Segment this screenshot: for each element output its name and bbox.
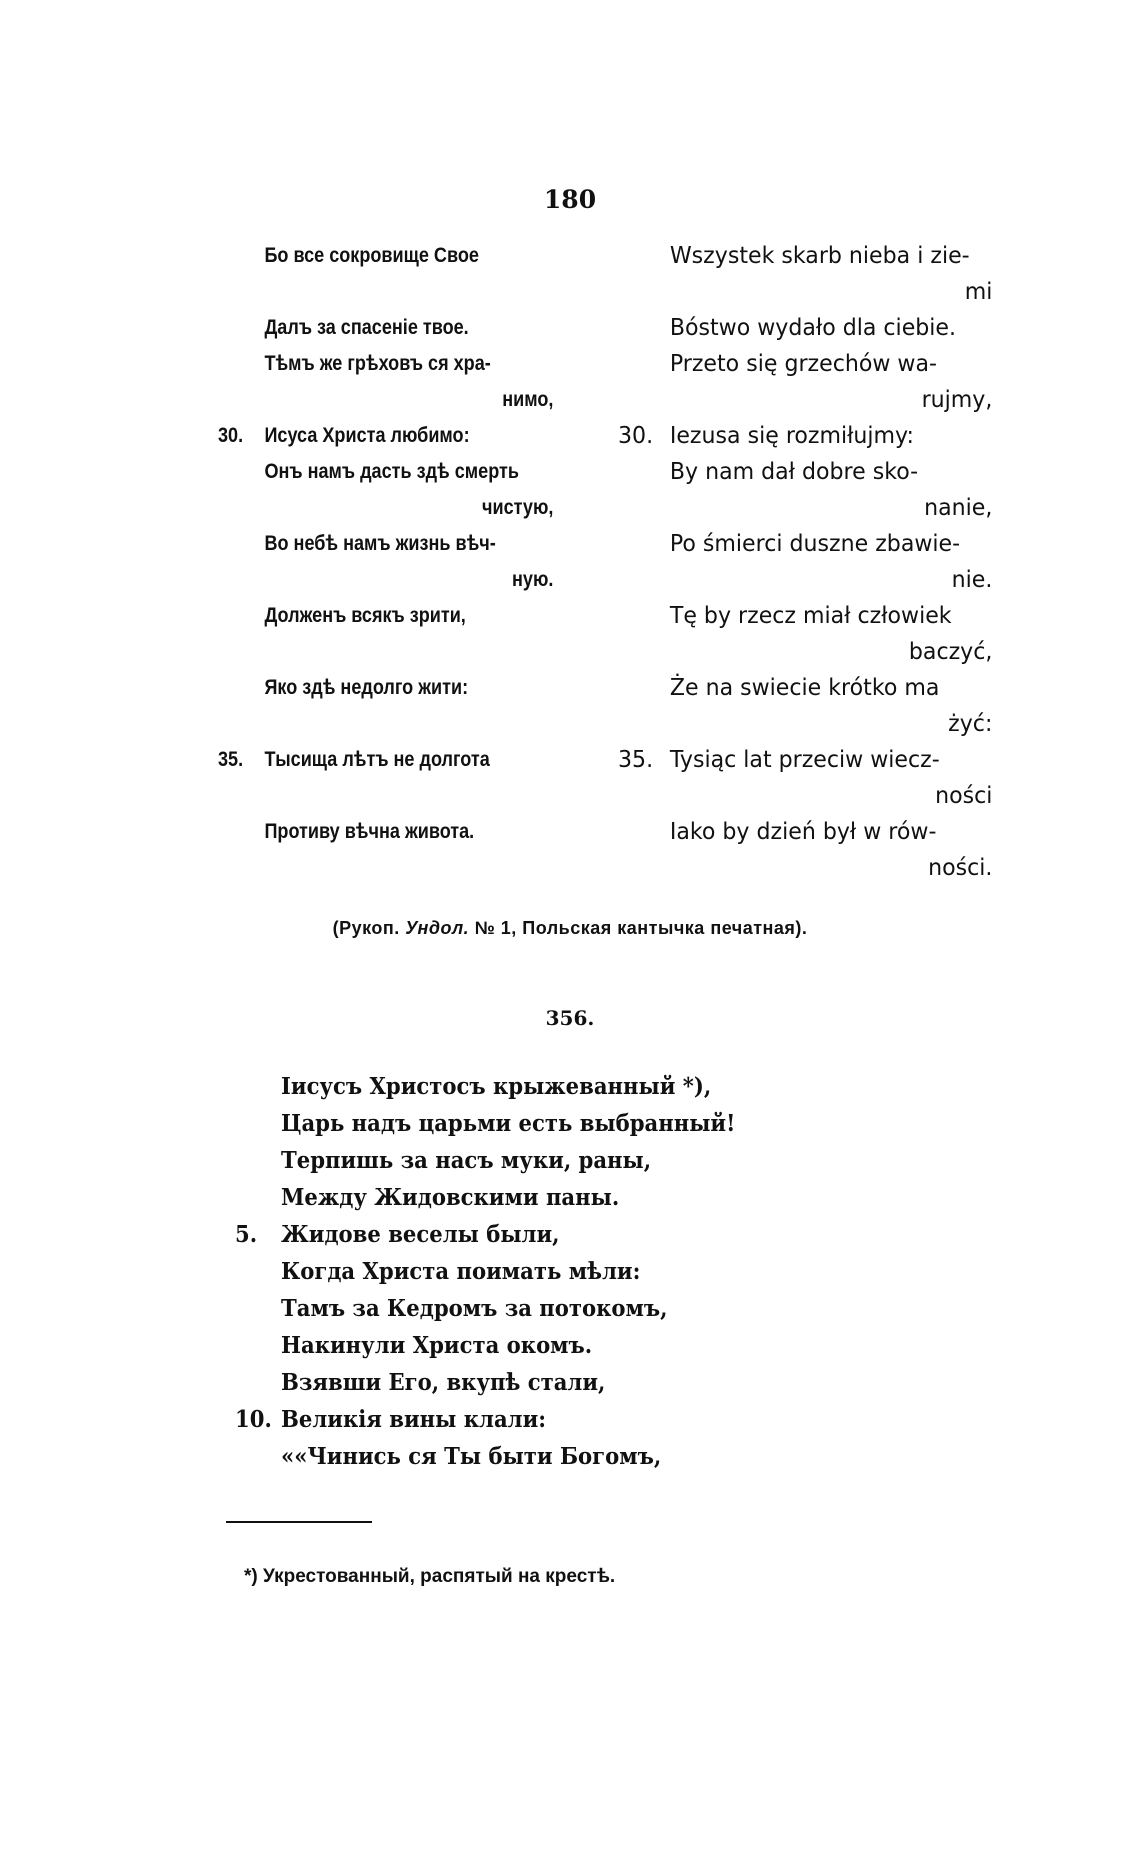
pl-line: [618, 274, 992, 310]
line-continuation: żyć:: [948, 711, 993, 737]
ru-line: [218, 742, 553, 778]
pl-line: [618, 454, 992, 490]
line-continuation: baczyć,: [908, 639, 993, 665]
pl-line: [618, 382, 992, 418]
line-text: Онъ намъ дасть здѣ смерть: [264, 460, 519, 483]
line-text: Исуса Христа любимо:: [264, 424, 470, 447]
line-text: Терпишь за насъ муки, раны,: [281, 1147, 652, 1174]
line-text: Далъ за спасеніе твое.: [264, 316, 469, 339]
line-continuation: rujmy,: [921, 387, 993, 413]
poem: [235, 1068, 735, 1475]
poem-line: [235, 1179, 735, 1216]
line-text: Великія вины клали:: [281, 1406, 547, 1433]
pl-line: [618, 562, 992, 598]
ru-line: [218, 778, 553, 814]
line-continuation: нимо,: [502, 388, 554, 411]
line-number: 35.: [618, 747, 654, 773]
line-text: Между Жидовскими паны.: [281, 1184, 620, 1211]
poem-line: [235, 1068, 735, 1105]
source-prefix: (Рукоп.: [332, 918, 406, 938]
line-text: Тамъ за Кедромъ за потокомъ,: [281, 1295, 668, 1322]
line-continuation: mi: [964, 279, 993, 305]
line-continuation: ności.: [928, 855, 993, 881]
pl-line: [618, 526, 992, 562]
line-text: Tę by rzecz miał człowiek: [669, 603, 952, 629]
poem-line: [235, 1290, 735, 1327]
source-italic: Ундол.: [405, 918, 470, 938]
pl-line: [618, 634, 992, 670]
line-text: Долженъ всякъ зрити,: [264, 604, 466, 627]
poem-line: [235, 1364, 735, 1401]
line-text: Przeto się grzechów wa-: [669, 351, 937, 377]
ru-line: [218, 814, 553, 850]
line-number: 30.: [618, 423, 654, 449]
pl-line: [618, 706, 992, 742]
ru-line: [218, 346, 553, 382]
russian-column: [218, 238, 553, 850]
pl-line: [618, 742, 992, 778]
polish-stanza: [618, 238, 992, 886]
line-continuation: nie.: [951, 567, 993, 593]
line-continuation: ności: [935, 783, 993, 809]
ru-line: [218, 454, 553, 490]
ru-line: [218, 670, 553, 706]
pl-line: [618, 490, 992, 526]
pl-line: [618, 814, 992, 850]
line-text: Іисусъ Христосъ крыжеванный *),: [281, 1073, 712, 1100]
poem-line: [235, 1216, 735, 1253]
line-number: 30.: [218, 424, 244, 447]
line-text: Bóstwo wydało dla ciebie.: [669, 315, 957, 341]
line-text: Iezusa się rozmiłujmy:: [669, 423, 914, 449]
line-text: Накинули Христа окомъ.: [281, 1332, 593, 1359]
line-text: Wszystek skarb nieba i zie-: [669, 243, 970, 269]
line-continuation: чистую,: [481, 496, 554, 519]
line-number: 10.: [235, 1406, 272, 1433]
line-text: By nam dał dobre sko-: [669, 459, 919, 485]
line-text: Бо все сокровище Свое: [264, 244, 479, 267]
line-text: Po śmierci duszne zbawie-: [669, 531, 961, 557]
line-text: Że na swiecie krótko ma: [669, 675, 940, 701]
pl-line: [618, 670, 992, 706]
ru-line: [218, 418, 553, 454]
line-text: Царь надъ царьми есть выбранный!: [281, 1110, 736, 1137]
line-text: Iako by dzień był w rów-: [669, 819, 937, 845]
section-number: 356.: [545, 1006, 595, 1030]
ru-line: [218, 562, 553, 598]
line-number: 5.: [235, 1221, 258, 1248]
line-text: Во небѣ намъ жизнь вѣч-: [264, 532, 496, 555]
line-text: Когда Христа поимать мѣли:: [281, 1258, 641, 1285]
ru-line: [218, 634, 553, 670]
pl-line: [618, 418, 992, 454]
polish-column: [618, 238, 992, 886]
ru-line: [218, 526, 553, 562]
pl-line: [618, 778, 992, 814]
source-suffix: № 1, Польская кантычка печатная).: [469, 918, 808, 938]
poem-line: [235, 1253, 735, 1290]
pl-line: [618, 310, 992, 346]
line-text: ««Чинись ся Ты быти Богомъ,: [281, 1443, 662, 1470]
pl-line: [618, 238, 992, 274]
line-text: Тѣмъ же грѣховъ ся хра-: [264, 352, 491, 375]
line-text: Тысища лѣтъ не долгота: [264, 748, 490, 771]
russian-stanza: [218, 238, 553, 850]
poem-line: [235, 1438, 735, 1475]
footnote-rule: [226, 1521, 372, 1523]
pl-line: [618, 346, 992, 382]
poem-line: [235, 1401, 735, 1438]
ru-line: [218, 490, 553, 526]
poem-line: [235, 1142, 735, 1179]
line-continuation: nanie,: [924, 495, 993, 521]
ru-line: [218, 310, 553, 346]
poem-line: [235, 1327, 735, 1364]
ru-line: [218, 706, 553, 742]
line-number: 35.: [218, 748, 244, 771]
pl-line: [618, 850, 992, 886]
source-citation: [0, 918, 1140, 939]
line-text: Жидове веселы были,: [281, 1221, 560, 1248]
line-continuation: ную.: [511, 568, 554, 591]
ru-line: [218, 598, 553, 634]
line-text: Tysiąc lat przeciw wiecz-: [669, 747, 940, 773]
line-text: Противу вѣчна живота.: [264, 820, 475, 843]
poem-line: [235, 1105, 735, 1142]
line-text: Взявши Его, вкупѣ стали,: [281, 1369, 606, 1396]
ru-line: [218, 238, 553, 274]
line-text: Яко здѣ недолго жити:: [264, 676, 469, 699]
ru-line: [218, 274, 553, 310]
page-number: 180: [543, 185, 597, 214]
footnote: *) Укрестованный, распятый на крестѣ.: [244, 1566, 616, 1587]
ru-line: [218, 382, 553, 418]
pl-line: [618, 598, 992, 634]
